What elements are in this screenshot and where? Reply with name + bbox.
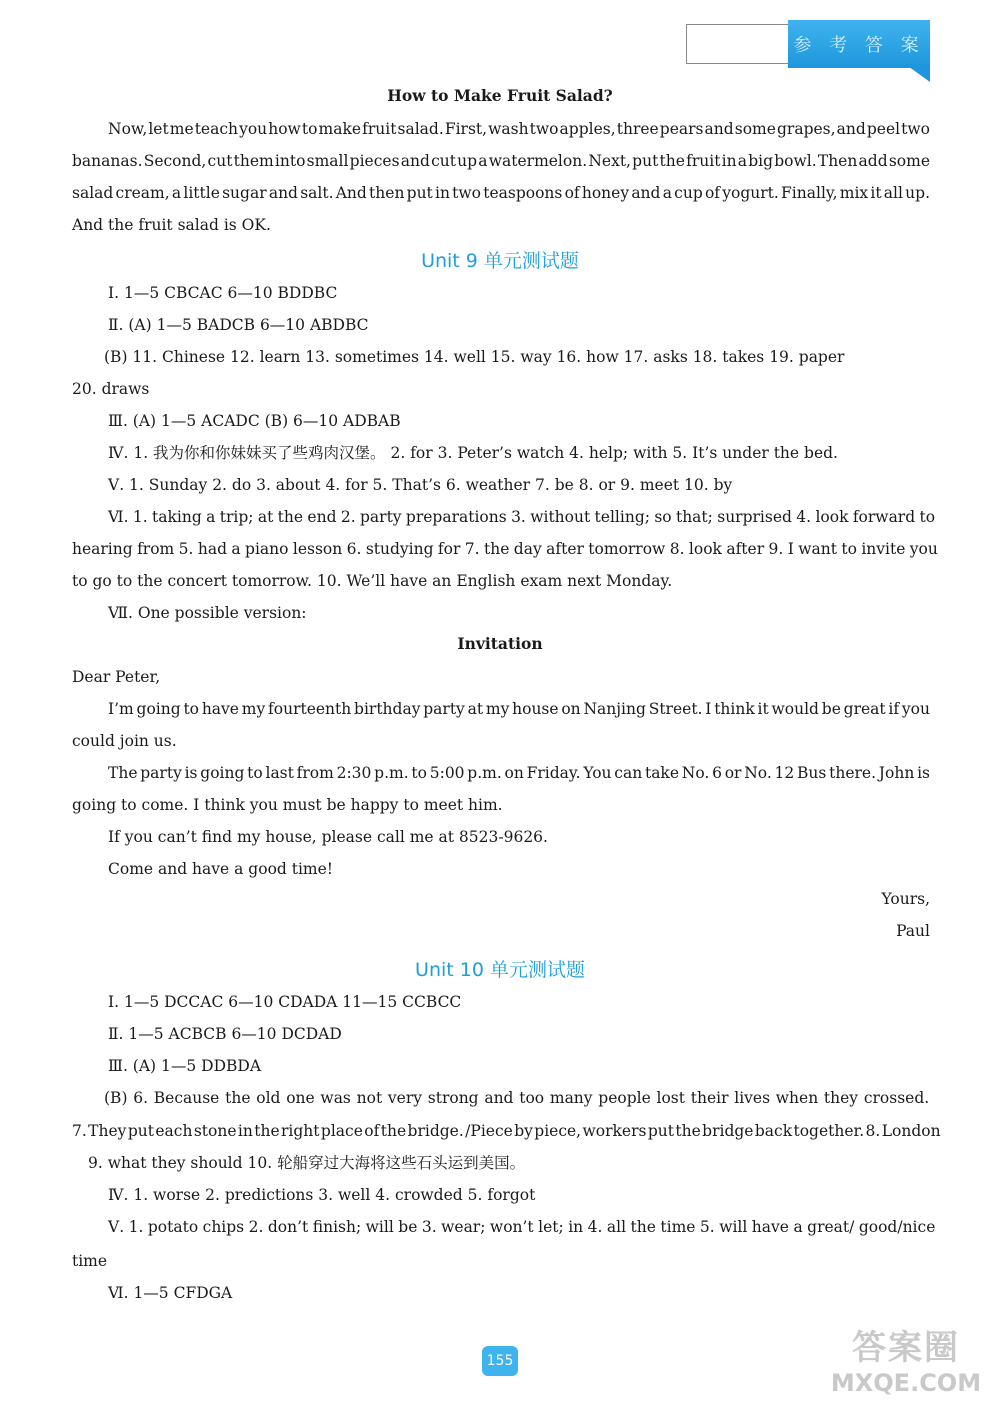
answer-line: Ⅳ. 1. 我为你和你妹妹买了些鸡肉汉堡。 2. for 3. Peter’s watch 4. help; with 5. It’s under the bed. [108,444,838,462]
answer-line: Ⅲ. (A) 1—5 ACADC (B) 6—10 ADBAB [108,412,401,430]
answer-line: Ⅰ. 1—5 CBCAC 6—10 BDDBC [108,284,338,302]
answer-line: Ⅵ. 1—5 CFDGA [108,1284,233,1302]
letter-greeting: Dear Peter, [72,668,161,686]
letter-line: If you can’t find my house, please call me at 8523-9626. [108,828,548,846]
watermark-logo [826,1320,986,1404]
unit9-heading: Unit 9 单元测试题 [421,250,579,272]
answer-line: Ⅴ. 1. Sunday 2. do 3. about 4. for 5. That’s 6. weather 7. be 8. or 9. meet 10. by [108,476,733,494]
answer-line: hearing from 5. had a piano lesson 6. studying for 7. the day after tomorrow 8. look after 9. I want to invite you [72,540,938,558]
letter-line: The party is going to last from 2:30 p.m. to 5:00 p.m. on Friday. You can take No. 6 or No. 12 Bus there. John is [108,764,930,782]
unit10-heading: Unit 10 单元测试题 [415,959,585,981]
answer-line: Ⅱ. 1—5 ACBCB 6—10 DCDAD [108,1025,342,1043]
answer-line: (B) 11. Chinese 12. learn 13. sometimes 14. well 15. way 16. how 17. asks 18. takes 19. paper [104,348,845,366]
header-blank-box [686,24,791,64]
answer-line: to go to the concert tomorrow. 10. We’ll have an English exam next Monday. [72,572,673,590]
answer-key-tab: 参 考 答 案 [788,20,930,68]
fruit-salad-title: How to Make Fruit Salad? [387,86,613,105]
letter-line: Come and have a good time! [108,860,334,878]
letter-signature: Paul [896,922,930,940]
letter-line: going to come. I think you must be happy to meet him. [72,796,503,814]
paragraph-line: bananas. Second, cut them into small pieces and cut up a watermelon. Next, put the fruit in a big bowl. Then add some [72,152,930,170]
answer-line: Ⅶ. One possible version: [108,604,307,622]
answer-line: time [72,1252,108,1270]
answer-line: 7. They put each stone in the right place of the bridge. /Piece by piece, workers put the bridge back together. 8. London [72,1122,941,1140]
tab-corner-fold [905,64,930,82]
letter-line: could join us. [72,732,177,750]
answer-line: 20. draws [72,380,150,398]
letter-closing: Yours, [881,890,930,908]
letter-line: I’m going to have my fourteenth birthday party at my house on Nanjing Street. I think it would be great if you [108,700,930,718]
paragraph-line: Now, let me teach you how to make fruit salad. First, wash two apples, three pears and some grapes, and peel two [108,120,930,138]
answer-line: (B) 6. Because the old one was not very strong and too many people lost their lives when they crossed. [104,1089,930,1107]
answer-line: Ⅵ. 1. taking a trip; at the end 2. party preparations 3. without telling; so that; surprised 4. look forward to [108,508,936,526]
answer-line: Ⅱ. (A) 1—5 BADCB 6—10 ABDBC [108,316,369,334]
paragraph-line: And the fruit salad is OK. [72,216,271,234]
answer-line: Ⅰ. 1—5 DCCAC 6—10 CDADA 11—15 CCBCC [108,993,462,1011]
answer-line: Ⅳ. 1. worse 2. predictions 3. well 4. crowded 5. forgot [108,1186,536,1204]
watermark-text-top: 答案圈 [852,1328,960,1368]
answer-line: 9. what they should 10. 轮船穿过大海将这些石头运到美国。 [88,1154,526,1172]
paragraph-line: salad cream, a little sugar and salt. And then put in two teaspoons of honey and a cup of yogurt. Finally, mix it all up. [72,184,930,202]
letter-title: Invitation [457,634,543,653]
page-number: 155 [482,1346,518,1376]
answer-line: Ⅲ. (A) 1—5 DDBDA [108,1057,262,1075]
answer-line: Ⅴ. 1. potato chips 2. don’t finish; will be 3. wear; won’t let; in 4. all the time 5. will have a great/ good/nice [108,1218,936,1236]
watermark-text-bottom: MXQE.COM [830,1369,982,1397]
